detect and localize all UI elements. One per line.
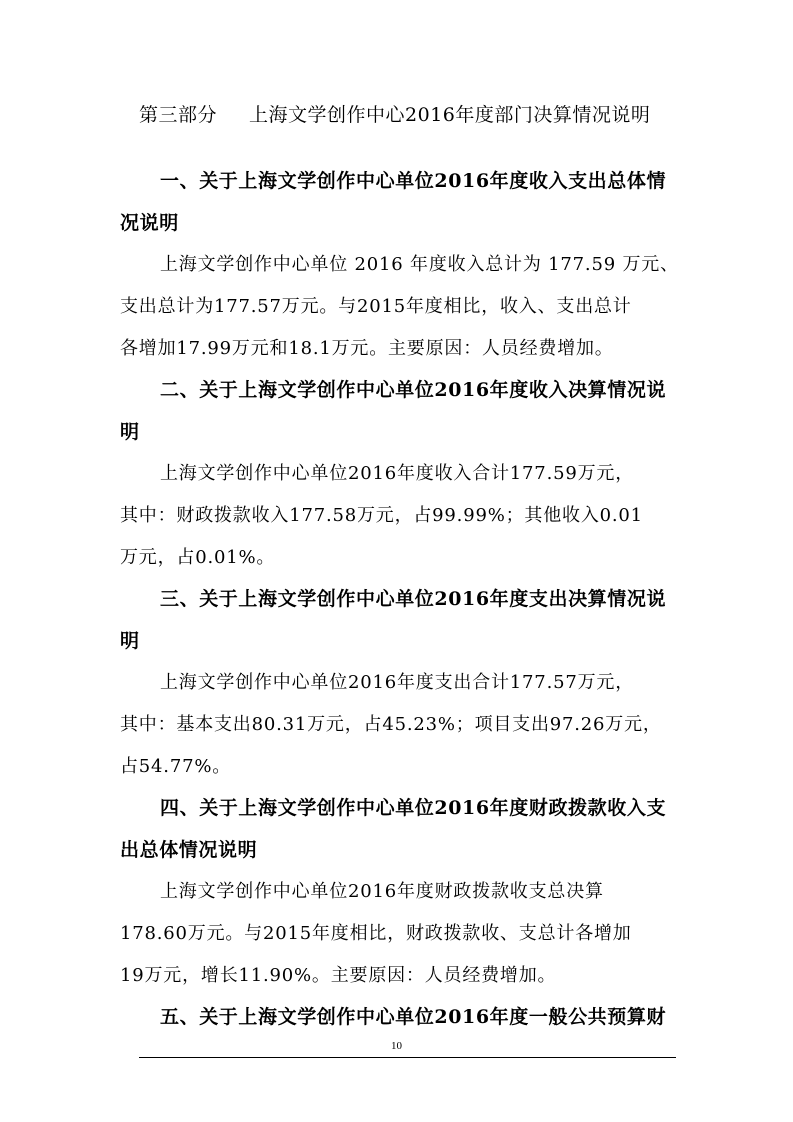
section-4-heading-line-1: 四、关于上海文学创作中心单位2016年度财政拨款收入支 — [160, 797, 667, 819]
page-number: 10 — [391, 1040, 402, 1052]
section-4-paragraph-line-3: 19万元，增长11.90%。主要原因：人员经费增加。 — [120, 965, 557, 986]
section-2-paragraph-line-3: 万元，占0.01%。 — [120, 547, 276, 568]
page-title — [139, 106, 650, 125]
section-4-paragraph-line-1: 上海文学创作中心单位2016年度财政拨款收支总决算 — [160, 881, 604, 902]
title-part-label: 第三部分 — [139, 104, 218, 126]
section-3-paragraph-line-2: 其中：基本支出80.31万元，占45.23%；项目支出97.26万元， — [120, 714, 662, 735]
section-2-paragraph-line-1: 上海文学创作中心单位2016年度收入合计177.59万元， — [160, 463, 634, 484]
section-3-paragraph-line-1: 上海文学创作中心单位2016年度支出合计177.57万元， — [160, 672, 634, 693]
section-2-paragraph-line-2: 其中：财政拨款收入177.58万元，占99.99%；其他收入0.01 — [120, 505, 643, 526]
title-text: 上海文学创作中心2016年度部门决算情况说明 — [249, 104, 651, 126]
footer-divider — [139, 1057, 676, 1058]
section-1-heading-line-2: 况说明 — [120, 212, 179, 234]
section-4-paragraph-line-2: 178.60万元。与2015年度相比，财政拨款收、支总计各增加 — [120, 923, 632, 944]
section-4-heading-line-2: 出总体情况说明 — [120, 839, 258, 861]
section-5-heading-line-1: 五、关于上海文学创作中心单位2016年度一般公共预算财 — [160, 1006, 667, 1028]
section-3-heading-line-1: 三、关于上海文学创作中心单位2016年度支出决算情况说 — [160, 588, 667, 610]
section-3-paragraph-line-3: 占54.77%。 — [120, 756, 232, 777]
section-2-heading-line-2: 明 — [120, 421, 140, 443]
section-2-heading-line-1: 二、关于上海文学创作中心单位2016年度收入决算情况说 — [160, 379, 667, 401]
section-1-paragraph-line-3: 各增加17.99万元和18.1万元。主要原因：人员经费增加。 — [120, 338, 614, 359]
section-1-paragraph-line-2: 支出总计为177.57万元。与2015年度相比，收入、支出总计 — [120, 296, 632, 317]
section-3-heading-line-2: 明 — [120, 630, 140, 652]
section-1-paragraph-line-1: 上海文学创作中心单位 2016 年度收入总计为 177.59 万元、 — [160, 254, 679, 275]
section-1-heading-line-1: 一、关于上海文学创作中心单位2016年度收入支出总体情 — [160, 170, 667, 192]
